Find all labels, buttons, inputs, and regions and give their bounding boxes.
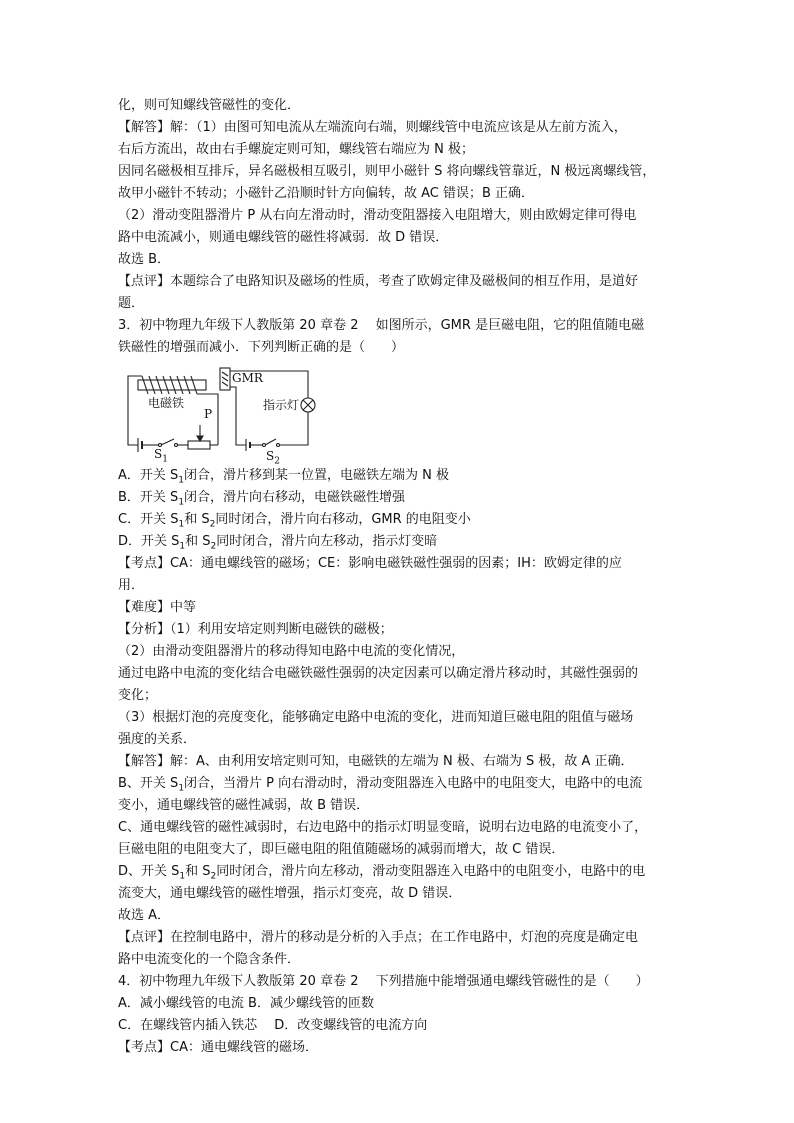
text-line: 故选 B． [118, 252, 171, 267]
wire [230, 387, 246, 445]
switch-terminal [277, 444, 280, 447]
gmr-hatching [222, 372, 228, 386]
text-line: D、开关 $S_1$和 $S_2$同时闭合，滑片向左移动，滑动变阻器连入电路中的电阻变小，电路中的电 [118, 864, 646, 882]
text-line: 右后方流出，故由右手螺旋定则可知，螺线管右端应为 N 极； [118, 142, 474, 157]
text-line: 故甲小磁针不转动；小磁针乙沿顺时针方向偏转，故 AC 错误；B 正确． [118, 186, 535, 201]
question-3-stem: 3．初中物理九年级下人教版第 20 章卷 2 如图所示，GMR 是巨磁电阻，它的阻值随电磁 [118, 318, 645, 333]
electromagnet-label: 电磁铁 [148, 396, 185, 410]
question-4-options: A．减小螺线管的电流 B．减少螺线管的匝数 [118, 996, 374, 1011]
text-line: （2）滑动变阻器滑片 P 从右向左滑动时，滑动变阻器接入电阻增大，则由欧姆定律可得电 [118, 208, 637, 223]
option-a: A．开关 $S_1$闭合，滑片移到某一位置，电磁铁左端为 N 极 [118, 468, 450, 486]
document-page [118, 95, 678, 1059]
text-block-bottom [118, 883, 678, 1059]
switch-blade [161, 439, 174, 445]
text-line: 路中电流变化的一个隐含条件． [118, 952, 301, 967]
text-line: 【解答】解：A、由利用安培定则可知，电磁铁的左端为 N 极、右端为 S 极，故 A 正确． [118, 754, 634, 769]
text-line: 【解答】解：（1）由图可知电流从左端流向右端，则螺线管中电流应该是从左前方流入， [118, 120, 627, 135]
circuit-figure [118, 363, 678, 467]
text-line: 变化； [118, 688, 158, 703]
text-line: 【考点】CA：通电螺线管的磁场． [118, 1040, 318, 1055]
question-4-options: C．在螺线管内插入铁芯 D．改变螺线管的电流方向 [118, 1018, 428, 1033]
text-line: 故选 A． [118, 908, 171, 923]
text-line: 用． [118, 578, 145, 593]
text-line: 【分析】（1）利用安培定则判断电磁铁的磁极； [118, 622, 393, 637]
text-line: 强度的关系． [118, 732, 197, 747]
text-line: 路中电流减小，则通电螺线管的磁性将减弱．故 D 错误． [118, 230, 449, 245]
text-line: 【难度】中等 [118, 600, 197, 615]
text-line: （2）由滑动变阻器滑片的移动得知电路中电流的变化情况， [118, 644, 465, 659]
text-line: 巨磁电阻的电阻变大了，即巨磁电阻的阻值随磁场的减弱而增大，故 C 错误． [118, 842, 565, 857]
question-3-options [118, 465, 678, 553]
rheostat [188, 441, 210, 449]
text-line: 题． [118, 296, 145, 311]
text-line: 变小，通电螺线管的磁性减弱，故 B 错误． [118, 798, 370, 813]
lamp-label: 指示灯 [263, 398, 300, 412]
switch-s1-label: $S_1$ [154, 447, 168, 465]
text-block-analysis [118, 553, 678, 883]
wire [128, 376, 142, 445]
text-line: 【点评】在控制电路中，滑片的移动是分析的入手点；在工作电路中，灯泡的亮度是确定电 [118, 930, 639, 945]
option-c: C．开关 $S_1$和 $S_2$同时闭合，滑片向右移动，GMR 的电阻变小 [118, 512, 471, 530]
slider-p-label: P [204, 407, 213, 421]
slider-arrow [197, 436, 203, 441]
text-block-top [118, 95, 678, 359]
text-line: B、开关 $S_1$闭合，当滑片 P 向右滑动时，滑动变阻器连入电路中的电阻变大，电路中的电流 [118, 776, 643, 794]
switch-s2-label: $S_2$ [266, 449, 280, 467]
text-line: 流变大，通电螺线管的磁性增强，指示灯变亮，故 D 错误． [118, 886, 462, 901]
text-line: 通过电路中电流的变化结合电磁铁磁性强弱的决定因素可以确定滑片移动时，其磁性强弱的 [118, 666, 639, 681]
coil-winding [142, 376, 197, 394]
question-4-stem: 4．初中物理九年级下人教版第 20 章卷 2 下列措施中能增强通电螺线管磁性的是（ ） [118, 974, 649, 989]
option-d: D．开关 $S_1$和 $S_2$同时闭合，滑片向左移动，指示灯变暗 [118, 534, 438, 552]
text-line: C、通电螺线管的磁性减弱时，右边电路中的指示灯明显变暗，说明右边电路的电流变小了， [118, 820, 648, 835]
question-3-stem: 铁磁性的增强而减小．下列判断正确的是（ ） [118, 340, 405, 355]
text-line: 化，则可知螺线管磁性的变化． [118, 98, 301, 113]
text-line: 因同名磁极相互排斥，异名磁极相互吸引，则甲小磁针 S 将向螺线管靠近，N 极远离螺线管， [118, 164, 656, 179]
text-line: 【考点】CA：通电螺线管的磁场；CE：影响电磁铁磁性强弱的因素；IH：欧姆定律的应 [118, 556, 622, 571]
text-line: 【点评】本题综合了电路知识及磁场的性质，考查了欧姆定律及磁极间的相互作用，是道好 [118, 274, 639, 289]
option-b: B．开关 $S_1$闭合，滑片向右移动，电磁铁磁性增强 [118, 490, 406, 508]
switch-blade [265, 439, 276, 445]
text-line: （3）根据灯泡的亮度变化，能够确定电路中电流的变化，进而知道巨磁电阻的阻值与磁场 [118, 710, 634, 725]
gmr-label: GMR [232, 371, 263, 385]
